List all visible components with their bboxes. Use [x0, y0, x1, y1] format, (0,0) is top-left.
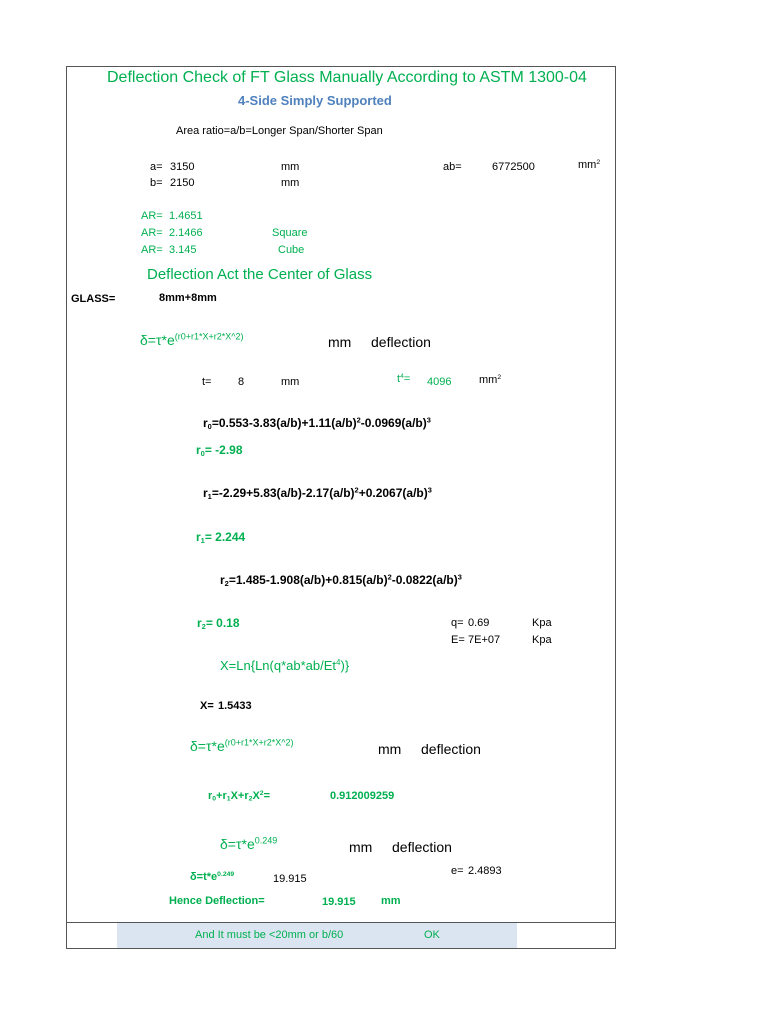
ar-3-value: 3.145: [169, 244, 197, 256]
ar-1-value: 1.4651: [169, 210, 203, 222]
delta-formula-2-unit: mm: [378, 741, 402, 757]
e-label: e=: [451, 865, 464, 877]
delta-formula-3: $\delta=\tau*e^{0.249}$: [220, 835, 278, 852]
q-value: 0.69: [468, 617, 490, 629]
x-result-label: X=: [200, 700, 214, 712]
glass-value: 8mm+8mm: [159, 292, 217, 304]
t4-value: 4096: [427, 376, 452, 388]
t4-unit: $mm^2$: [479, 373, 502, 386]
q-unit: Kpa: [532, 617, 552, 629]
a-unit: mm: [281, 161, 300, 173]
q-label: q=: [451, 617, 464, 629]
r2-formula: $r_2=1.485-1.908(a/b)+0.815(a/b)^2-0.0822(a/b)^3$: [220, 572, 462, 588]
exponent-value: 0.912009259: [330, 790, 395, 802]
ar-3-label: AR=: [141, 244, 163, 256]
a-label: a=: [150, 161, 163, 173]
hence-label: Hence Deflection=: [169, 895, 265, 907]
delta-formula-3-unit: mm: [349, 839, 373, 855]
ab-value: 6772500: [492, 161, 535, 173]
b-value: 2150: [170, 177, 195, 189]
e-value: 2.4893: [468, 865, 502, 877]
e-modulus-unit: Kpa: [532, 634, 552, 646]
b-unit: mm: [281, 177, 300, 189]
r0-formula: $r_0=0.553-3.83(a/b)+1.11(a/b)^2-0.0969(a/b)^3$: [203, 415, 431, 431]
r1-formula: $r_1=-2.29+5.83(a/b)-2.17(a/b)^2+0.2067(a/b)^3$: [203, 485, 432, 501]
x-formula: $X=Ln\{Ln(q*ab*ab/Et^4)\}$: [220, 658, 350, 673]
e-modulus-label: E=: [451, 634, 465, 646]
page-title: Deflection Check of FT Glass Manually According to ASTM 1300-04: [107, 69, 587, 86]
delta-calc: $\delta=t*e^{0.249}$: [190, 870, 235, 883]
delta-formula-1: $\delta=\tau*e^{(r0+r1*X+r2*X\^{}2)}$: [140, 331, 244, 348]
glass-label: GLASS=: [71, 293, 116, 305]
r2-result: $r_2= 0.18$: [197, 616, 240, 631]
r1-result: $r_1= 2.244$: [196, 530, 246, 545]
delta-formula-1-word: deflection: [371, 334, 431, 350]
a-value: 3150: [170, 161, 195, 173]
hence-value: 19.915: [322, 896, 356, 908]
ab-unit: $mm^2$: [578, 158, 601, 171]
ab-label: ab=: [443, 161, 462, 173]
delta-formula-1-unit: mm: [328, 334, 352, 350]
r0-result: $r_0= -2.98$: [196, 443, 243, 458]
t-unit: mm: [281, 376, 300, 388]
delta-formula-3-word: deflection: [392, 839, 452, 855]
hence-unit: mm: [381, 895, 401, 907]
page-subtitle: 4-Side Simply Supported: [238, 93, 392, 108]
delta-formula-2-word: deflection: [421, 741, 481, 757]
sheet-frame: [66, 66, 616, 949]
footer-status: OK: [424, 929, 440, 941]
t-label: t=: [202, 376, 212, 388]
ar-2-label: AR=: [141, 227, 163, 239]
x-result-value: 1.5433: [218, 700, 252, 712]
t-value: 8: [238, 376, 245, 388]
ar-2-value: 2.1466: [169, 227, 203, 239]
center-heading: Deflection Act the Center of Glass: [147, 266, 373, 283]
ar-3-note: Cube: [278, 244, 305, 256]
ar-2-note: Square: [272, 227, 308, 239]
exponent-expression: $r_0+r_1X+r_2X^2=$: [208, 789, 271, 803]
t4-label: $t^4=$: [397, 372, 411, 385]
ar-1-label: AR=: [141, 210, 163, 222]
delta-formula-2: $\delta=\tau*e^{(r0+r1*X+r2*X\^{}2)}$: [190, 737, 294, 754]
area-ratio-note: Area ratio=a/b=Longer Span/Shorter Span: [176, 125, 383, 137]
e-modulus-value: 7E+07: [468, 634, 501, 646]
b-label: b=: [150, 177, 163, 189]
footer-criteria: And It must be <20mm or b/60: [195, 929, 344, 941]
delta-calc-value: 19.915: [273, 873, 307, 885]
